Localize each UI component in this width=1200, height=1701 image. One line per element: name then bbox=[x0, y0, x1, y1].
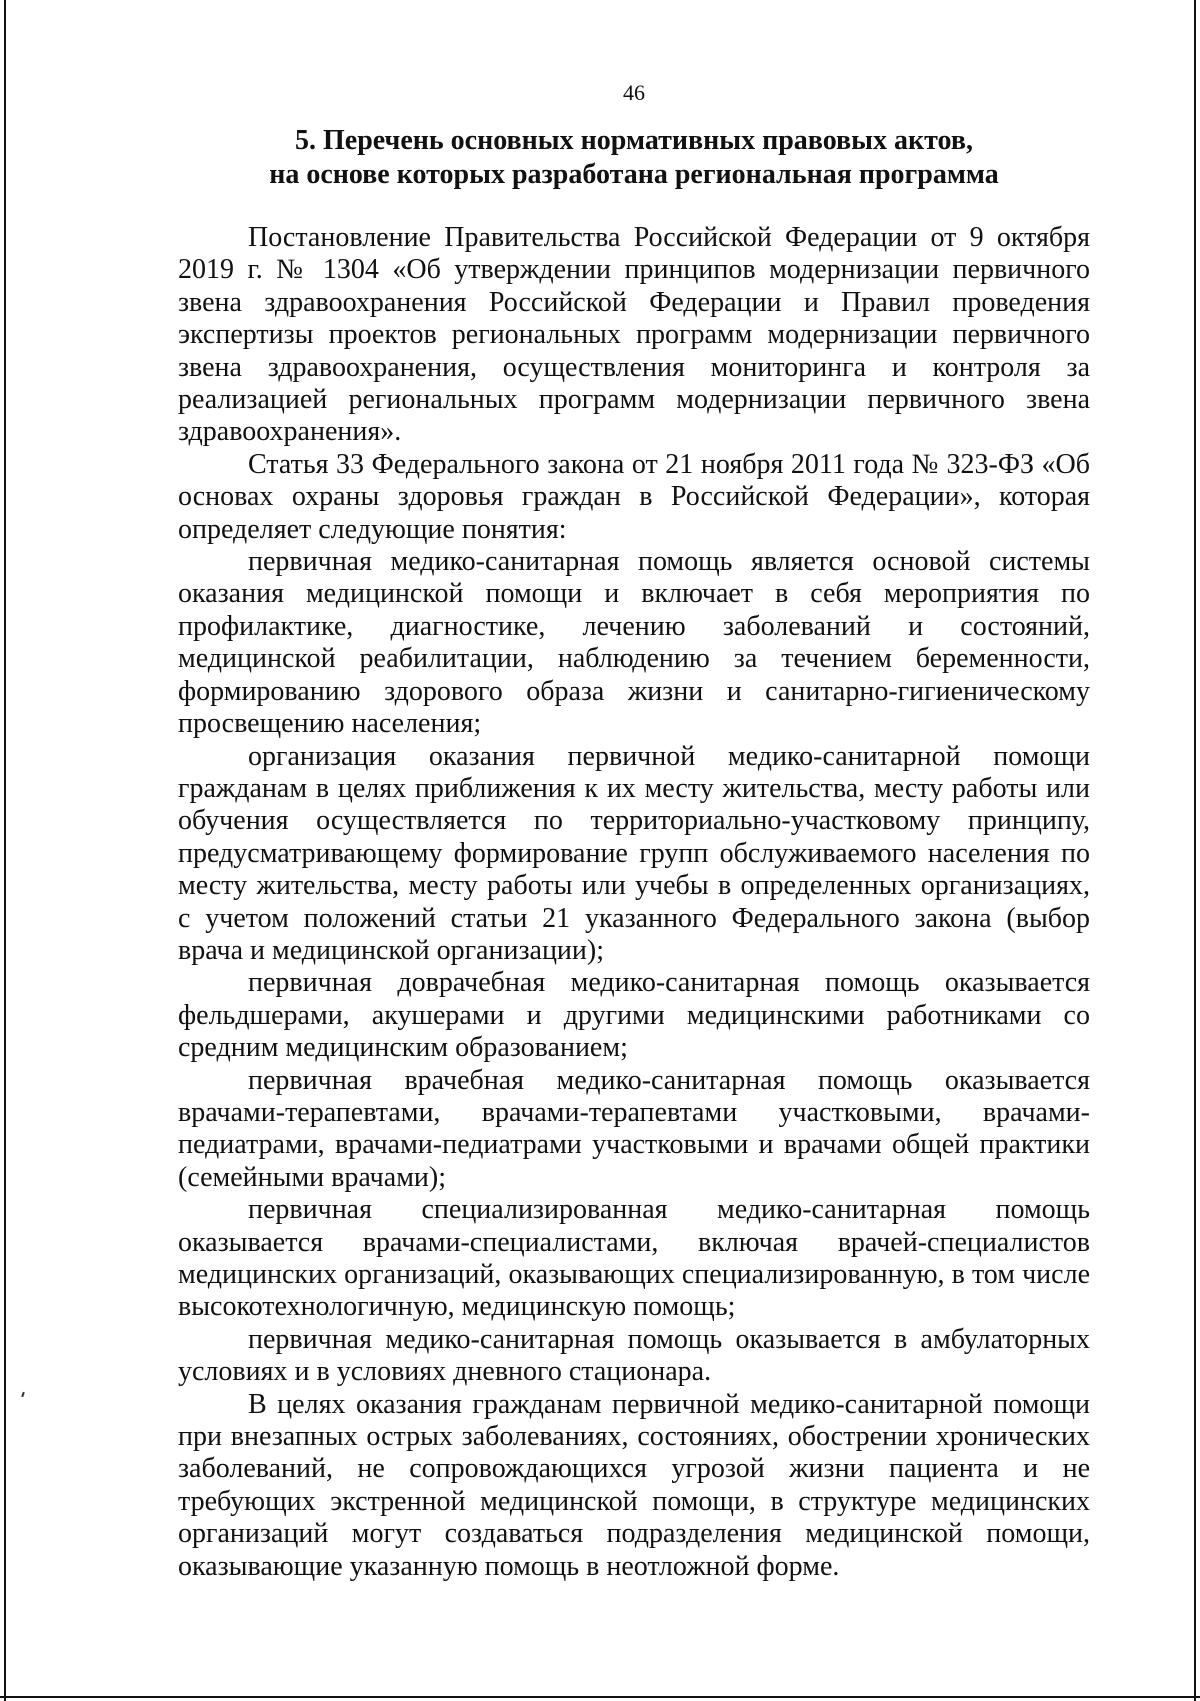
scan-border-right bbox=[1194, 0, 1196, 1701]
paragraph-decree: Постановление Правительства Российской Федерации от 9 октября 2019 г. № 1304 «Об утверждении принципов модернизации первичного звена здравоохранения Российской Федерации и Правил проведения экспертизы проектов региональных программ модернизации первичного звена здравоохранения, осуществления мониторинга и контроля за реализацией региональных программ модернизации первичного звена здравоохранения». bbox=[178, 222, 1090, 448]
scan-border-left bbox=[4, 0, 6, 1701]
scan-border-bottom bbox=[0, 1696, 1200, 1698]
paragraph-pre-medical-care: первичная доврачебная медико-санитарная помощь оказывается фельдшерами, акушерами и другими медицинскими работниками со средним медицинским образованием; bbox=[178, 967, 1090, 1064]
paragraph-urgent-care: В целях оказания гражданам первичной медико-санитарной помощи при внезапных острых заболеваниях, состояниях, обострении хронических заболеваний, не сопровождающихся угрозой жизни пациента и не требующих экстренной медицинской помощи, в структуре медицинских организаций могут создаваться подразделения медицинской помощи, оказывающие указанную помощь в неотложной форме. bbox=[178, 1388, 1090, 1582]
paragraph-specialized-care: первичная специализированная медико-санитарная помощь оказывается врачами-специалистами, включая врачей-специалистов медицинских организаций, оказывающих специализированную, в том числе высокотехнологичную, медицинскую помощь; bbox=[178, 1194, 1090, 1323]
section-heading-line-1: 5. Перечень основных нормативных правовых актов, bbox=[295, 125, 973, 156]
paragraph-article-33: Статья 33 Федерального закона от 21 ноября 2011 года № 323-ФЗ «Об основах охраны здоровья граждан в Российской Федерации», которая определяет следующие понятия: bbox=[178, 448, 1090, 545]
scan-speck bbox=[21, 1392, 25, 1397]
paragraph-organization: организация оказания первичной медико-санитарной помощи гражданам в целях приближения к их месту жительства, месту работы или обучения осуществляется по территориально-участковому принципу, предусматривающему формирование групп обслуживаемого населения по месту жительства, месту работы или учебы в определенных организациях, с учетом положений статьи 21 указанного Федерального закона (выбор врача и медицинской организации); bbox=[178, 740, 1090, 966]
section-heading bbox=[178, 124, 1090, 192]
page-number: 46 bbox=[623, 80, 645, 105]
document-body bbox=[178, 222, 1090, 1583]
section-heading-line-2: на основе которых разработана региональная программа bbox=[269, 159, 999, 190]
paragraph-care-settings: первичная медико-санитарная помощь оказывается в амбулаторных условиях и в условиях дневного стационара. bbox=[178, 1323, 1090, 1388]
paragraph-primary-care-definition: первичная медико-санитарная помощь является основой системы оказания медицинской помощи и включает в себя мероприятия по профилактике, диагностике, лечению заболеваний и состояний, медицинской реабилитации, наблюдению за течением беременности, формированию здорового образа жизни и санитарно-гигиеническому просвещению населения; bbox=[178, 546, 1090, 740]
paragraph-physician-care: первичная врачебная медико-санитарная помощь оказывается врачами-терапевтами, врачами-терапевтами участковыми, врачами-педиатрами, врачами-педиатрами участковыми и врачами общей практики (семейными врачами); bbox=[178, 1064, 1090, 1193]
